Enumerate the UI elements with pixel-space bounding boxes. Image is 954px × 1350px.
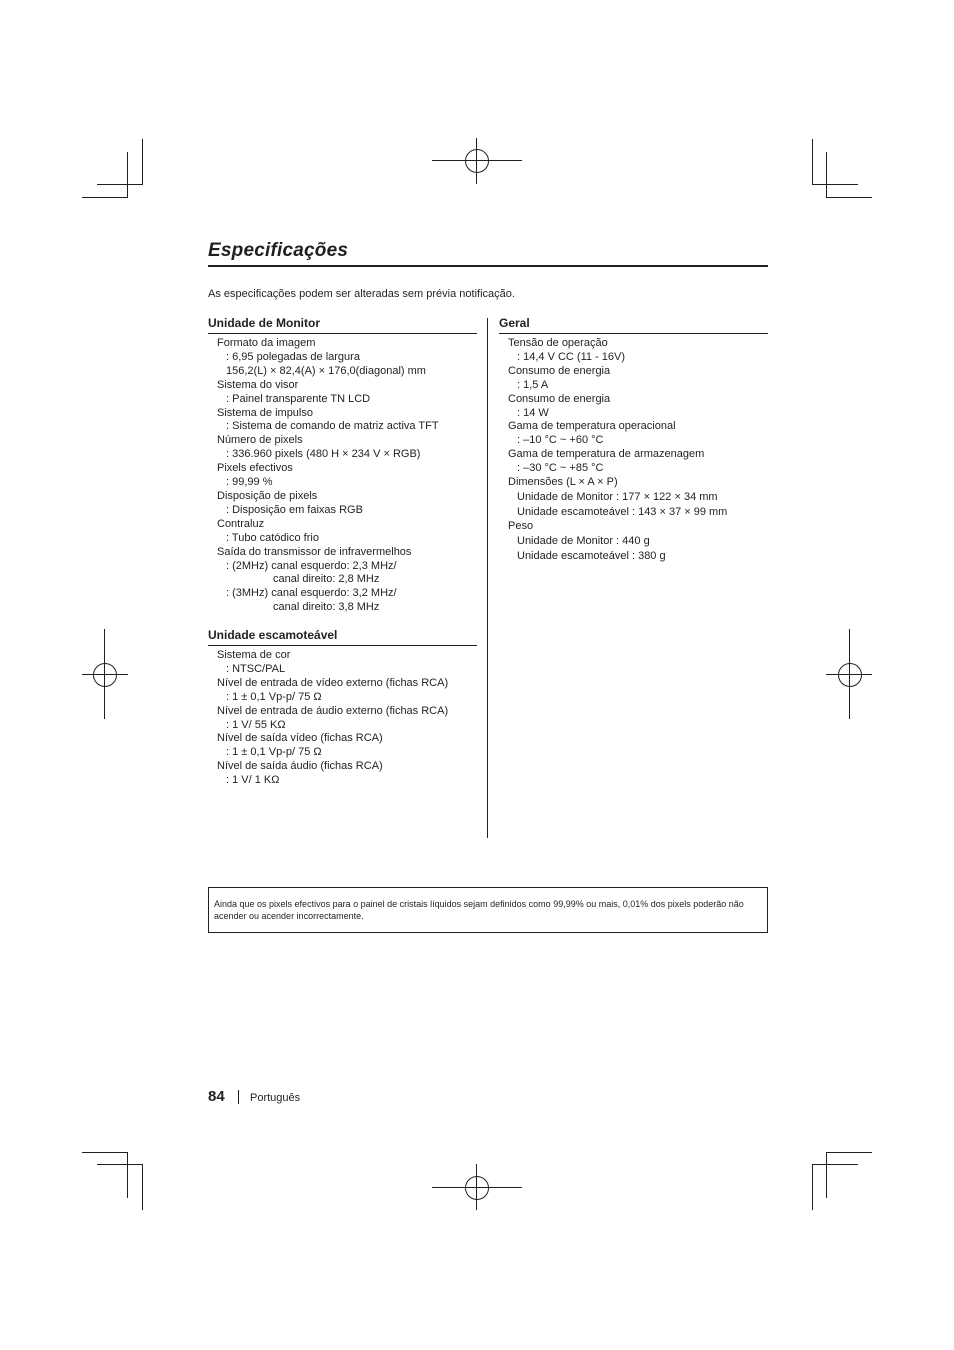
spec-value: : Tubo catódico frio — [226, 531, 319, 544]
crop-mark-line — [812, 139, 813, 185]
title-rule — [208, 265, 768, 267]
section-heading-escamoteavel: Unidade escamoteável — [208, 628, 338, 642]
crop-mark-line — [97, 184, 143, 185]
spec-list-escamoteavel — [208, 649, 483, 788]
spec-value: : –10 °C ~ +60 °C — [517, 434, 604, 447]
spec-value: Unidade de Monitor : 440 g — [517, 534, 650, 547]
spec-label: Nível de saída vídeo (fichas RCA) — [217, 732, 383, 745]
spec-value: Unidade escamoteável : 380 g — [517, 549, 666, 562]
spec-list-monitor — [208, 337, 483, 615]
spec-value: : 99,99 % — [226, 476, 273, 489]
crop-mark-line — [812, 1164, 858, 1165]
crop-mark-line — [826, 1152, 872, 1153]
spec-value: : 6,95 polegadas de largura — [226, 350, 360, 363]
crop-mark-line — [812, 1164, 813, 1210]
page-number: 84 — [208, 1088, 225, 1105]
spec-value: : –30 °C ~ +85 °C — [517, 462, 604, 475]
section-rule — [208, 333, 477, 334]
spec-value: : 1,5 A — [517, 378, 549, 391]
crop-mark-line — [82, 1152, 128, 1153]
crop-mark-line — [127, 152, 128, 198]
spec-label: Sistema de impulso — [217, 406, 313, 419]
spec-value: : 1 V/ 55 KΩ — [226, 718, 286, 731]
spec-value: : 336.960 pixels (480 H × 234 V × RGB) — [226, 448, 421, 461]
note-text: Ainda que os pixels efectivos para o painel de cristais líquidos sejam definidos como 99,99% ou mais, 0,01% dos pixels poderão não acender ou acender incorrectamente. — [214, 899, 744, 921]
spec-label: Contraluz — [217, 517, 265, 530]
page-number-separator — [238, 1090, 239, 1104]
page-language: Português — [250, 1092, 301, 1104]
column-divider — [487, 318, 488, 838]
crop-mark-line — [82, 197, 128, 198]
spec-label: Nível de saída áudio (fichas RCA) — [217, 760, 383, 773]
section-heading-geral: Geral — [499, 316, 530, 330]
crop-mark-line — [97, 1164, 143, 1165]
section-rule — [208, 645, 477, 646]
spec-label: Tensão de operação — [508, 337, 608, 349]
crop-mark-line — [127, 1152, 128, 1198]
spec-value: canal direito: 3,8 MHz — [273, 601, 380, 614]
spec-value: Unidade de Monitor : 177 × 122 × 34 mm — [517, 490, 718, 503]
spec-value: : Disposição em faixas RGB — [226, 503, 363, 516]
spec-label: Número de pixels — [217, 434, 303, 447]
spec-label: Gama de temperatura operacional — [508, 420, 676, 433]
crop-mark-line — [826, 152, 827, 198]
spec-label: Gama de temperatura de armazenagem — [508, 448, 705, 461]
spec-list-geral — [499, 337, 767, 564]
spec-label: Pixels efectivos — [217, 462, 293, 475]
page-title: Especificações — [208, 240, 349, 261]
crop-mark-line — [826, 197, 872, 198]
crop-mark-line — [812, 184, 858, 185]
spec-value: canal direito: 2,8 MHz — [273, 573, 380, 586]
spec-label: Sistema de cor — [217, 649, 291, 661]
spec-value: : 14,4 V CC (11 - 16V) — [517, 350, 626, 363]
spec-label: Consumo de energia — [508, 364, 611, 377]
spec-label: Consumo de energia — [508, 392, 611, 405]
spec-label: Nível de entrada de áudio externo (fichas RCA) — [217, 704, 449, 717]
spec-label: Formato da imagem — [217, 337, 316, 349]
spec-value: : 1 ± 0,1 Vp-p/ 75 Ω — [226, 746, 322, 759]
spec-value: : NTSC/PAL — [226, 662, 286, 675]
crop-mark-line — [142, 139, 143, 185]
spec-value: 156,2(L) × 82,4(A) × 176,0(diagonal) mm — [226, 364, 426, 377]
spec-value: : Painel transparente TN LCD — [226, 392, 371, 405]
spec-label: Nível de entrada de vídeo externo (fichas RCA) — [217, 676, 449, 689]
spec-value: : 1 ± 0,1 Vp-p/ 75 Ω — [226, 690, 322, 703]
spec-value: : Sistema de comando de matriz activa TFT — [226, 420, 439, 433]
crop-mark-line — [826, 1152, 827, 1198]
spec-label: Saída do transmissor de infravermelhos — [217, 545, 412, 558]
spec-label: Sistema do visor — [217, 378, 299, 391]
spec-value: : (3MHz) canal esquerdo: 3,2 MHz/ — [226, 587, 397, 600]
section-heading-monitor: Unidade de Monitor — [208, 316, 320, 330]
section-rule — [499, 333, 768, 334]
intro-text: As especificações podem ser alteradas sem prévia notificação. — [208, 288, 515, 300]
spec-label: Dimensões (L × A × P) — [508, 476, 618, 489]
spec-value: : 14 W — [517, 406, 549, 419]
spec-value: Unidade escamoteável : 143 × 37 × 99 mm — [517, 505, 728, 518]
spec-label: Disposição de pixels — [217, 489, 318, 502]
note-box — [208, 887, 768, 933]
spec-label: Peso — [508, 519, 534, 532]
spec-value: : 1 V/ 1 KΩ — [226, 774, 280, 787]
crop-mark-line — [142, 1164, 143, 1210]
spec-value: : (2MHz) canal esquerdo: 2,3 MHz/ — [226, 559, 397, 572]
